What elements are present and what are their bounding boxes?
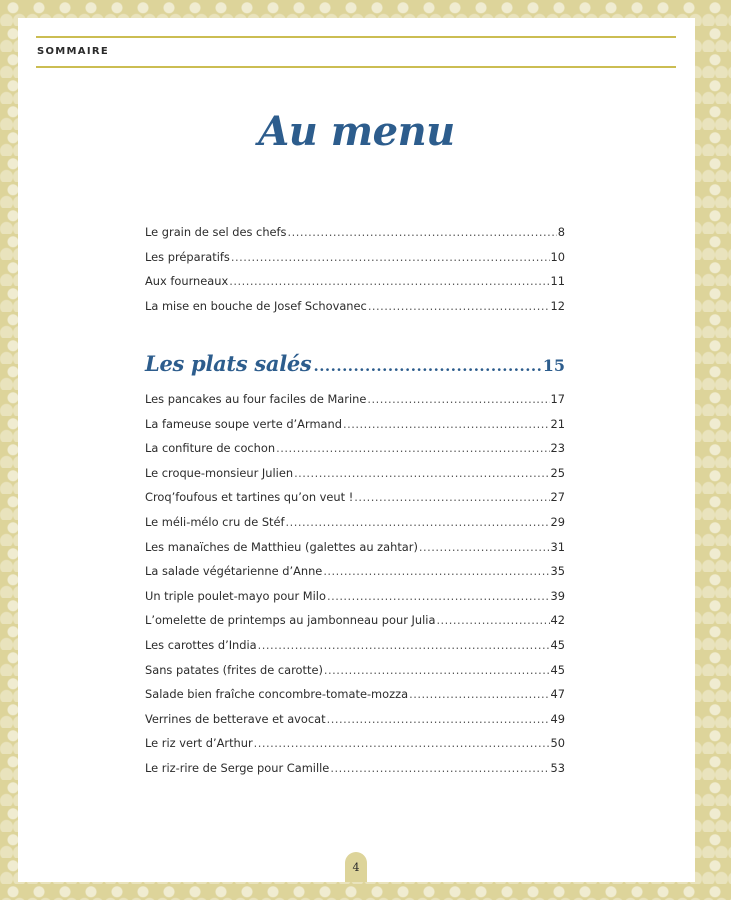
toc-entry-label: La salade végétarienne d’Anne — [145, 564, 323, 579]
leader-dots — [229, 274, 549, 288]
toc-entry[interactable] — [145, 638, 565, 663]
toc-entry-page: 45 — [550, 662, 565, 677]
toc-entry-page: 49 — [550, 711, 565, 726]
leader-dots — [286, 515, 550, 529]
toc-entry-page: 17 — [550, 392, 565, 406]
section-heading-plats-sales[interactable] — [145, 351, 565, 376]
page — [18, 18, 695, 882]
toc-entry[interactable] — [145, 299, 565, 324]
toc-entry-label: Le croque-monsieur Julien — [145, 465, 294, 480]
toc-entry-label: Le méli-mélo cru de Stéf — [145, 514, 285, 529]
leader-dots — [436, 613, 549, 627]
toc-entry[interactable] — [145, 441, 565, 466]
toc-entry-label: Les pancakes au four faciles de Marine — [145, 392, 367, 406]
toc-entry-label: L’omelette de printemps au jambonneau pour Julia — [145, 613, 436, 628]
toc-entry-page: 45 — [550, 637, 565, 652]
toc-entry-page: 39 — [550, 588, 565, 603]
toc-entry-page: 47 — [550, 687, 565, 702]
toc-entry[interactable] — [145, 663, 565, 688]
section-page: 15 — [542, 356, 565, 375]
toc-entry-page: 27 — [550, 490, 565, 505]
toc-entry-page: 42 — [550, 613, 565, 628]
leader-dots — [343, 417, 550, 431]
toc-entry-page: 8 — [557, 225, 565, 239]
toc-entry[interactable] — [145, 589, 565, 614]
toc-entry-label: Les carottes d’India — [145, 637, 257, 652]
toc-entry-label: La confiture de cochon — [145, 441, 276, 456]
toc-entry-label: La mise en bouche de Josef Schovanec — [145, 298, 367, 313]
leader-dots — [258, 638, 550, 652]
toc-entry-page: 12 — [550, 298, 565, 313]
toc-entry-page: 29 — [550, 514, 565, 529]
toc-entry[interactable] — [145, 540, 565, 565]
toc-entry-page: 53 — [550, 760, 565, 775]
toc-entry[interactable] — [145, 392, 565, 417]
toc-entry-label: Le riz vert d’Arthur — [145, 736, 253, 751]
toc-entry-page: 25 — [550, 465, 565, 480]
leader-dots — [327, 712, 550, 726]
toc-entry-page: 50 — [550, 736, 565, 751]
toc-entry[interactable] — [145, 687, 565, 712]
leader-dots — [323, 564, 549, 578]
toc-section-list — [145, 392, 565, 786]
page-number-tab: 4 — [345, 852, 367, 882]
header-rule-bottom — [36, 66, 676, 68]
page-title: Au menu — [258, 108, 455, 155]
toc-entry[interactable] — [145, 736, 565, 761]
section-title: Les plats salés — [145, 351, 312, 376]
leader-dots — [327, 589, 550, 603]
leader-dots — [367, 392, 549, 406]
toc-entry[interactable] — [145, 564, 565, 589]
leader-dots — [254, 736, 550, 750]
leader-dots — [330, 761, 549, 775]
toc-entry-label: Sans patates (frites de carotte) — [145, 662, 323, 677]
leader-dots — [276, 441, 549, 455]
toc-entry-label: Salade bien fraîche concombre-tomate-mozza — [145, 687, 409, 702]
toc-entry[interactable] — [145, 274, 565, 299]
leader-dots — [354, 490, 549, 504]
toc-entry-page: 11 — [550, 274, 565, 289]
leader-dots — [368, 299, 550, 313]
toc-entry-label: La fameuse soupe verte d’Armand — [145, 416, 342, 431]
toc-entry-label: Le riz-rire de Serge pour Camille — [145, 760, 330, 775]
toc-entry-page: 31 — [550, 539, 565, 554]
toc-entry[interactable] — [145, 417, 565, 442]
leader-dots — [324, 663, 550, 677]
leader-dots — [294, 466, 549, 480]
toc-entry-label: Croq’foufous et tartines qu’on veut ! — [145, 490, 354, 505]
toc-entry-label: Le grain de sel des chefs — [145, 225, 287, 239]
leader-dots — [231, 250, 550, 264]
toc-entry[interactable] — [145, 613, 565, 638]
toc-entry[interactable] — [145, 712, 565, 737]
toc-entry-label: Verrines de betterave et avocat — [145, 711, 326, 726]
toc-entry[interactable] — [145, 515, 565, 540]
toc-entry[interactable] — [145, 761, 565, 786]
toc-entry-label: Les manaïches de Matthieu (galettes au zahtar) — [145, 539, 418, 554]
toc-entry-label: Aux fourneaux — [145, 274, 229, 289]
toc-entry-label: Un triple poulet-mayo pour Milo — [145, 588, 326, 603]
leader-dots — [419, 540, 550, 554]
toc-entry[interactable] — [145, 466, 565, 491]
toc-entry-page: 35 — [550, 564, 565, 579]
running-head: SOMMAIRE — [37, 46, 109, 57]
toc-entry[interactable] — [145, 225, 565, 250]
toc-entry-page: 10 — [550, 249, 565, 264]
toc-entry-label: Les préparatifs — [145, 249, 230, 264]
leader-dots — [313, 357, 540, 375]
toc-entry-page: 21 — [550, 416, 565, 431]
toc-entry[interactable] — [145, 250, 565, 275]
toc-entry[interactable] — [145, 490, 565, 515]
header-rule-top — [36, 36, 676, 38]
toc-entry-page: 23 — [550, 441, 565, 456]
leader-dots — [409, 687, 549, 701]
toc-intro-list — [145, 225, 565, 323]
leader-dots — [288, 225, 557, 239]
